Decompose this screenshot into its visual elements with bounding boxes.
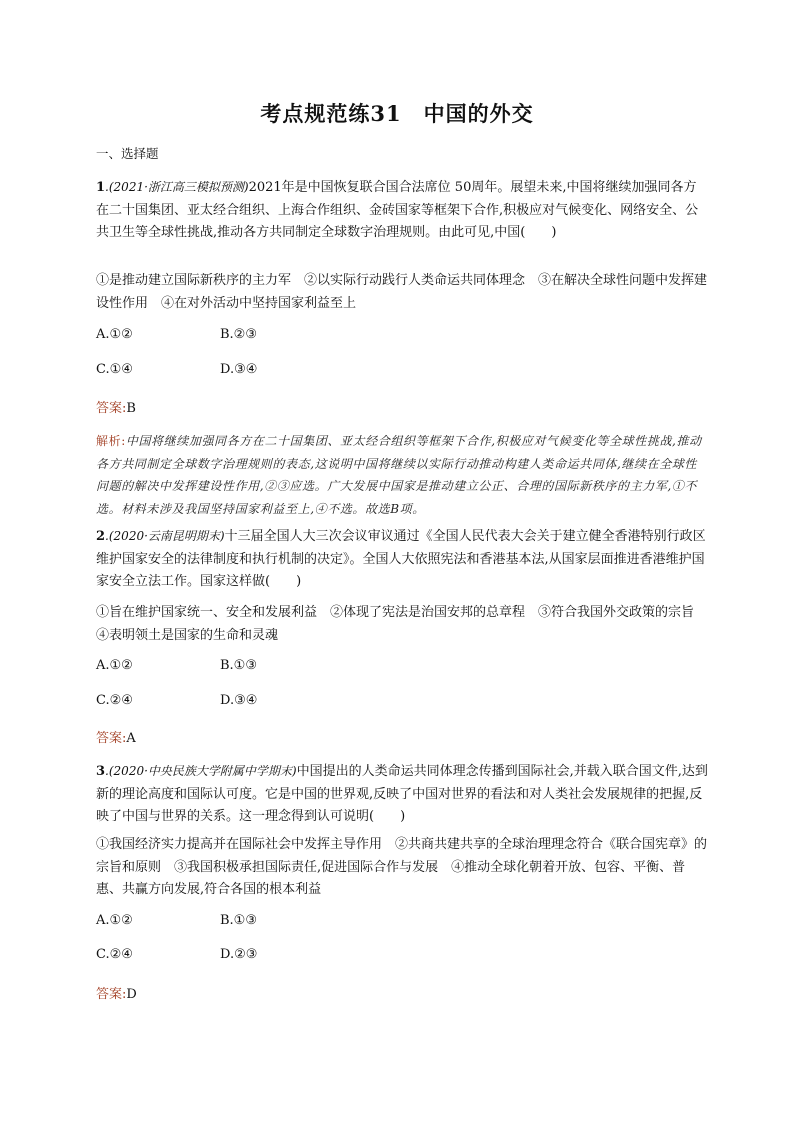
question-3-statements: ①我国经济实力提高并在国际社会中发挥主导作用 ②共商共建共享的全球治理理念符合《联合国宪章》的宗旨和原则 ③我国积极承担国际责任,促进国际合作与发展 ④推动全球化朝着开放、包容、平衡、普惠、共赢方向发展,符合各国的根本利益 (96, 837, 708, 897)
section-heading: 一、选择题 (96, 146, 159, 161)
question-source: .(2020·云南昆明期末) (105, 529, 225, 543)
question-2-statements: ①旨在维护国家统一、安全和发展利益 ②体现了宪法是治国安邦的总章程 ③符合我国外交政策的宗旨 ④表明领土是国家的生命和灵魂 (96, 605, 708, 643)
question-3-option-b: B.①③ (220, 913, 257, 928)
question-1-option-a: A.①② (96, 327, 133, 342)
question-3-stem (96, 760, 708, 829)
question-2-answer (96, 727, 136, 746)
question-1-option-b: B.②③ (220, 327, 257, 342)
question-2-stem (96, 525, 708, 594)
question-number: 3 (96, 764, 106, 779)
question-3-option-d: D.②③ (220, 947, 258, 962)
question-text: 中国提出的人类命运共同体理念传播到国际社会,并载入联合国文件,达到新的理论高度和国际认可度。它是中国的世界观,反映了中国对世界的看法和对人类社会发展规律的把握,反映了中国与世界的关系。这一理念得到认可说明( ) (96, 764, 708, 824)
question-source: .(2021·浙江高三模拟预测) (105, 180, 249, 194)
question-text: 2021年是中国恢复联合国合法席位 50周年。展望未来,中国将继续加强同各方在二十国集团、亚太经合组织、上海合作组织、金砖国家等框架下合作,积极应对气候变化、网络安全、公共卫生等全球性挑战,推动各方共同制定全球数字治理规则。由此可见,中国( ) (96, 180, 699, 240)
question-3-option-c: C.②④ (96, 947, 133, 962)
question-3-option-a: A.①② (96, 913, 133, 928)
question-2-option-b: B.①③ (220, 658, 257, 673)
question-2-option-a: A.①② (96, 658, 133, 673)
question-source: .(2020·中央民族大学附属中学期末) (105, 764, 297, 778)
answer-value: D (126, 987, 137, 1002)
question-1-option-c: C.①④ (96, 362, 133, 377)
explanation-text: 中国将继续加强同各方在二十国集团、亚太经合组织等框架下合作,积极应对气候变化等全球性挑战,推动各方共同制定全球数字治理规则的表态,这说明中国将继续以实际行动推动构建人类命运共同体,继续在全球性问题的解决中发挥建设性作用,②③应选。广大发展中国家是推动建立公正、合理的国际新秩序的主力军,①不选。材料未涉及我国坚持国家利益至上,④不选。故选B项。 (96, 434, 702, 516)
page-title: 考点规范练31 中国的外交 (260, 101, 534, 126)
question-1-answer (96, 397, 136, 416)
question-2-option-d: D.③④ (220, 693, 258, 708)
question-3-answer (96, 983, 137, 1002)
question-1-stem (96, 176, 708, 245)
answer-label: 答案: (96, 401, 127, 416)
question-number: 2 (96, 529, 106, 544)
question-1-explanation (96, 430, 706, 520)
explanation-label: 解析: (96, 434, 126, 448)
question-2-option-c: C.②④ (96, 693, 133, 708)
question-number: 1 (96, 180, 106, 195)
question-text: 十三届全国人大三次会议审议通过《全国人民代表大会关于建立健全香港特别行政区维护国家安全的法律制度和执行机制的决定》。全国人大依照宪法和香港基本法,从国家层面推进香港维护国家安全立法工作。国家这样做( ) (96, 529, 706, 589)
answer-value: B (126, 401, 136, 416)
answer-value: A (126, 731, 136, 746)
answer-label: 答案: (96, 731, 127, 746)
answer-label: 答案: (96, 987, 127, 1002)
question-1-option-d: D.③④ (220, 362, 258, 377)
question-1-statements: ①是推动建立国际新秩序的主力军 ②以实际行动践行人类命运共同体理念 ③在解决全球性问题中发挥建设性作用 ④在对外活动中坚持国家利益至上 (96, 273, 708, 311)
